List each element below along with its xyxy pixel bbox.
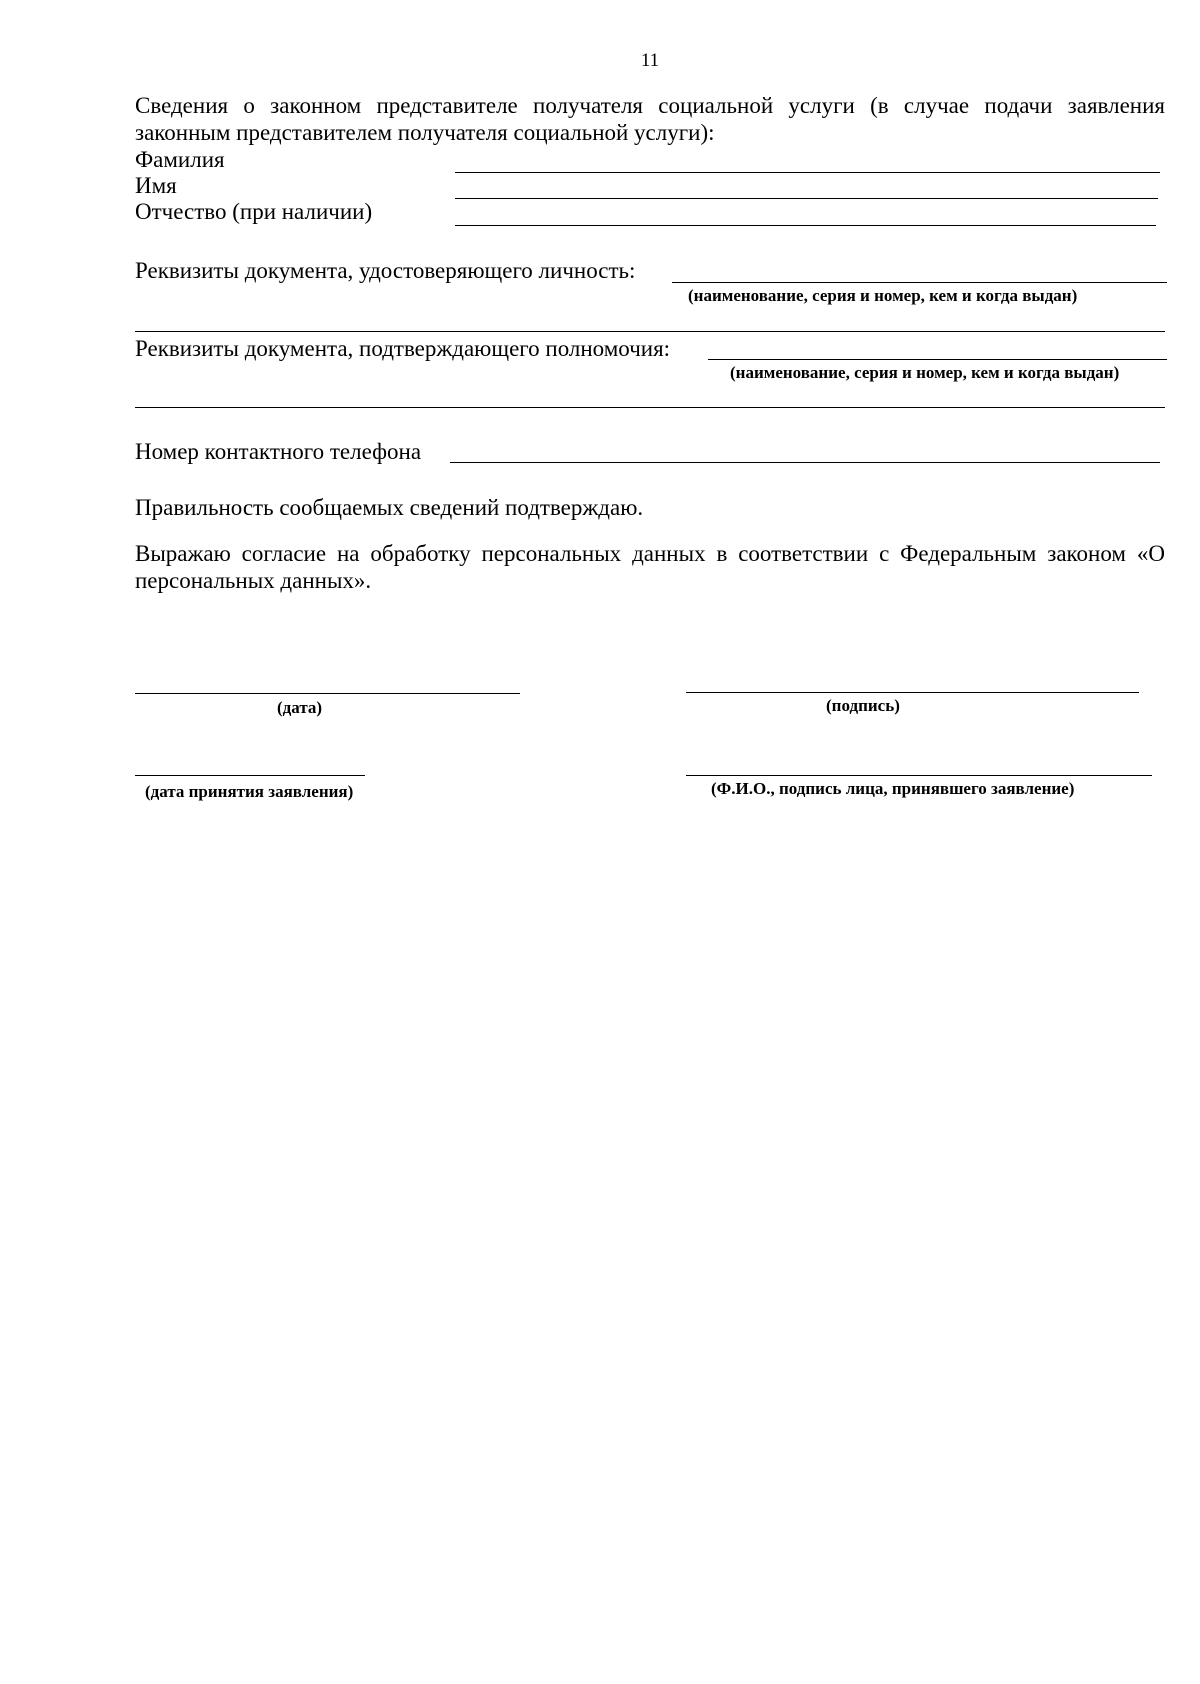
name-field-line[interactable] <box>455 198 1158 199</box>
authority-doc-label: Реквизиты документа, подтверждающего полномочия: <box>135 336 671 361</box>
patronymic-label: Отчество (при наличии) <box>135 199 373 224</box>
name-label: Имя <box>135 173 177 198</box>
confirmation-text: Правильность сообщаемых сведений подтверждаю. <box>135 495 644 520</box>
consent-text: Выражаю согласие на обработку персональных данных в соответствии с Федеральным законом «О персональных данных». <box>135 541 1165 593</box>
signature-caption: (подпись) <box>826 696 900 715</box>
acceptor-line[interactable] <box>686 775 1152 776</box>
acceptance-date-line[interactable] <box>135 775 365 776</box>
surname-label: Фамилия <box>135 147 225 172</box>
phone-label: Номер контактного телефона <box>135 439 422 464</box>
page-number: 11 <box>640 50 660 71</box>
authority-doc-field-line-2[interactable] <box>135 407 1165 408</box>
id-doc-hint: (наименование, серия и номер, кем и когда выдан) <box>688 286 1078 305</box>
phone-field-line[interactable] <box>450 462 1160 463</box>
id-doc-field-line[interactable] <box>672 282 1167 283</box>
date-caption: (дата) <box>277 698 323 717</box>
authority-doc-hint: (наименование, серия и номер, кем и когда выдан) <box>730 363 1120 382</box>
id-doc-field-line-2[interactable] <box>135 331 1165 332</box>
signature-line[interactable] <box>686 692 1139 693</box>
surname-field-line[interactable] <box>455 172 1160 173</box>
acceptor-caption: (Ф.И.О., подпись лица, принявшего заявление) <box>711 779 1075 798</box>
patronymic-field-line[interactable] <box>455 225 1156 226</box>
acceptance-date-caption: (дата принятия заявления) <box>145 782 354 801</box>
representative-intro: Сведения о законном представителе получателя социальной услуги (в случае подачи заявления законным представителем получателя социальной услуги): <box>135 93 1165 145</box>
id-doc-label: Реквизиты документа, удостоверяющего личность: <box>135 258 636 283</box>
authority-doc-field-line[interactable] <box>708 359 1167 360</box>
date-line[interactable] <box>135 693 520 694</box>
